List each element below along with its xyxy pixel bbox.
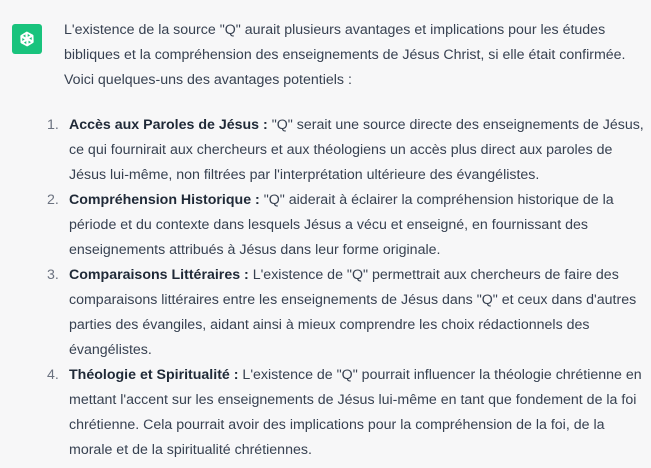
list-item-text: "Q" serait une source directe des enseignements de Jésus, ce qui fournirait aux chercheurs et aux théologiens un accès plus direct aux paroles de Jésus lui-même, non filtrées par l'interprétation ultérieure des évangélistes. [69,117,644,183]
list-item [47,263,646,363]
list-item-text: L'existence de "Q" pourrait influencer la théologie chrétienne en mettant l'accent sur les enseignements de Jésus lui-même en tant que fondement de la foi chrétienne. Cela pourrait avoir des implications pour la compréhension de la foi, de la morale et de la spiritualité chrétiennes. [69,367,642,458]
list-item-title: Compréhension Historique : [69,192,260,208]
list-item-text: "Q" aiderait à éclairer la compréhension historique de la période et du contexte dans lesquels Jésus a vécu et enseigné, en fournissant des enseignements attribués à Jésus dans leur forme originale. [69,192,614,258]
list-item [47,363,646,463]
list-item-text: L'existence de "Q" permettrait aux chercheurs de faire des comparaisons littéraires entre les enseignements de Jésus dans "Q" et ceux dans d'autres parties des évangiles, aidant ainsi à mieux comprendre les choix rédactionnels des évangélistes. [69,267,637,358]
openai-logo-icon [17,29,37,49]
list-item-title: Comparaisons Littéraires : [69,267,249,283]
list-item-title: Théologie et Spiritualité : [69,367,239,383]
list-item [47,113,646,188]
list-number: 2. [47,192,59,208]
message-content [47,18,646,463]
list-number: 3. [47,267,59,283]
advantages-list [47,113,646,463]
list-number: 4. [47,367,59,383]
intro-paragraph: L'existence de la source "Q" aurait plusieurs avantages et implications pour les études bibliques et la compréhension des enseignements de Jésus Christ, si elle était confirmée. Voici quelques-uns des avantages potentiels : [64,22,626,88]
list-item-title: Accès aux Paroles de Jésus : [69,117,268,133]
list-item [47,188,646,263]
list-number: 1. [47,117,59,133]
assistant-avatar [12,24,42,54]
